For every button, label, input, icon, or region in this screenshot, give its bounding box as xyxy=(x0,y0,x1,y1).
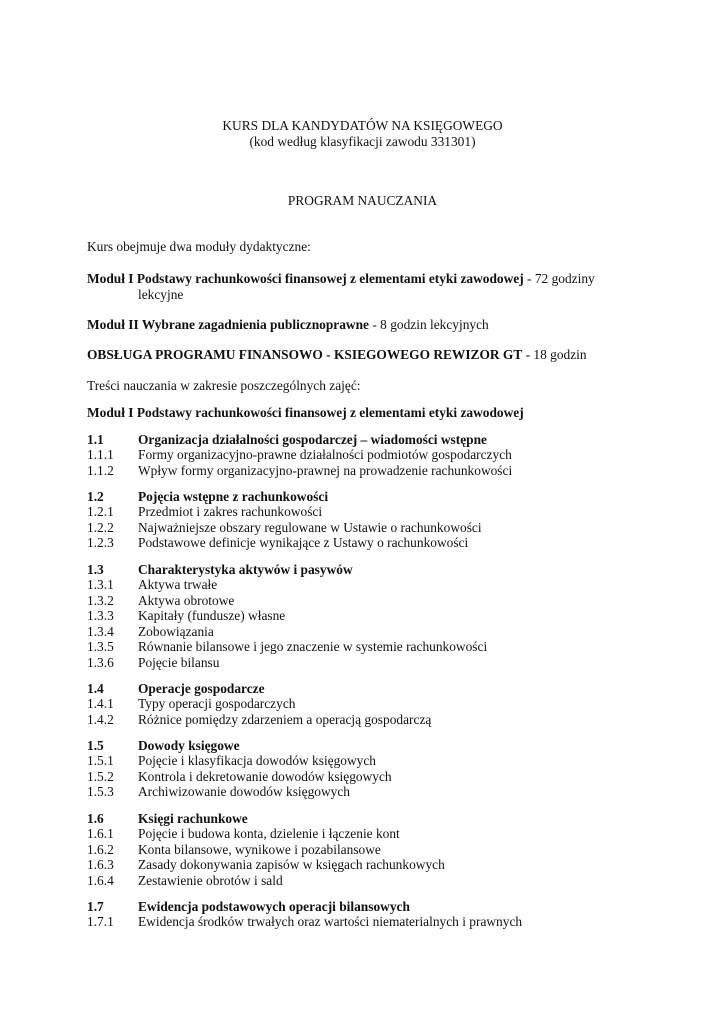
item-number: 1.5.2 xyxy=(87,769,114,784)
item-text: Pojęcie bilansu xyxy=(138,655,220,670)
section-number: 1.4 xyxy=(87,681,104,696)
item-text: Aktywa obrotowe xyxy=(138,593,235,608)
document-subtitle: (kod według klasyfikacji zawodu 331301) xyxy=(249,134,476,149)
item-number: 1.5.1 xyxy=(87,753,114,768)
section-title: Organizacja działalności gospodarczej – wiadomości wstępne xyxy=(138,432,487,447)
section-number: 1.5 xyxy=(87,738,104,753)
item-text: Najważniejsze obszary regulowane w Ustawie o rachunkowości xyxy=(138,520,482,535)
item-text: Wpływ formy organizacyjno-prawnej na prowadzenie rachunkowości xyxy=(138,463,513,478)
item-text: Kontrola i dekretowanie dowodów księgowych xyxy=(138,769,392,784)
document-title: KURS DLA KANDYDATÓW NA KSIĘGOWEGO xyxy=(222,118,503,133)
section-number: 1.7 xyxy=(87,899,104,914)
item-text: Formy organizacyjno-prawne działalności podmiotów gospodarczych xyxy=(138,447,512,462)
item-text: Pojęcie i budowa konta, dzielenie i łączenie kont xyxy=(138,826,400,841)
item-text: Podstawowe definicje wynikające z Ustawy o rachunkowości xyxy=(138,535,469,550)
item-number: 1.5.3 xyxy=(87,784,114,799)
item-number: 1.2.2 xyxy=(87,520,114,535)
item-number: 1.6.3 xyxy=(87,857,114,872)
item-number: 1.4.1 xyxy=(87,696,114,711)
item-number: 1.2.1 xyxy=(87,504,114,519)
item-text: Równanie bilansowe i jego znaczenie w systemie rachunkowości xyxy=(138,639,488,654)
module-1-line xyxy=(87,271,595,287)
module-3-title: OBSŁUGA PROGRAMU FINANSOWO - KSIEGOWEGO REWIZOR GT xyxy=(87,347,523,362)
section-title: Księgi rachunkowe xyxy=(138,811,248,826)
item-text: Aktywa trwałe xyxy=(138,577,218,592)
item-number: 1.6.2 xyxy=(87,842,114,857)
section-title: Ewidencja podstawowych operacji bilansowych xyxy=(138,899,410,914)
section-title: Dowody księgowe xyxy=(138,738,240,753)
module-1-title: Moduł I Podstawy rachunkowości finansowej z elementami etyki zawodowej xyxy=(87,271,524,286)
item-text: Różnice pomiędzy zdarzeniem a operacją gospodarczą xyxy=(138,712,432,727)
item-number: 1.1.2 xyxy=(87,463,114,478)
item-number: 1.3.6 xyxy=(87,655,114,670)
module-2-hours: - 8 godzin lekcyjnych xyxy=(369,317,489,332)
item-text: Zobowiązania xyxy=(138,624,214,639)
module-1-hours: - 72 godziny xyxy=(523,271,595,286)
module-2-line xyxy=(87,317,489,333)
item-text: Przedmiot i zakres rachunkowości xyxy=(138,504,323,519)
item-text: Zestawienie obrotów i sald xyxy=(138,873,283,888)
module-2-title: Moduł II Wybrane zagadnienia publicznoprawne xyxy=(87,317,369,332)
content-intro: Treści nauczania w zakresie poszczególnych zajęć: xyxy=(87,378,361,393)
section-number: 1.2 xyxy=(87,489,104,504)
section-title: Charakterystyka aktywów i pasywów xyxy=(138,562,353,577)
item-number: 1.4.2 xyxy=(87,712,114,727)
section-number: 1.1 xyxy=(87,432,104,447)
item-text: Ewidencja środków trwałych oraz wartości niematerialnych i prawnych xyxy=(138,914,523,929)
intro-text: Kurs obejmuje dwa moduły dydaktyczne: xyxy=(87,239,311,254)
item-text: Zasady dokonywania zapisów w księgach rachunkowych xyxy=(138,857,445,872)
module-3-line xyxy=(87,347,587,363)
item-number: 1.7.1 xyxy=(87,914,114,929)
item-text: Pojęcie i klasyfikacja dowodów księgowych xyxy=(138,753,376,768)
item-number: 1.2.3 xyxy=(87,535,114,550)
item-number: 1.3.4 xyxy=(87,624,114,639)
item-number: 1.3.3 xyxy=(87,608,114,623)
item-text: Archiwizowanie dowodów księgowych xyxy=(138,784,350,799)
item-number: 1.3.2 xyxy=(87,593,114,608)
section-title: Operacje gospodarcze xyxy=(138,681,265,696)
section-title: Pojęcia wstępne z rachunkowości xyxy=(138,489,329,504)
module-1-heading: Moduł I Podstawy rachunkowości finansowej z elementami etyki zawodowej xyxy=(87,405,524,420)
program-heading: PROGRAM NAUCZANIA xyxy=(287,193,438,208)
section-number: 1.6 xyxy=(87,811,104,826)
item-text: Kapitały (fundusze) własne xyxy=(138,608,286,623)
item-number: 1.6.4 xyxy=(87,873,114,888)
module-1-continuation: lekcyjne xyxy=(138,287,184,302)
module-3-hours: - 18 godzin xyxy=(522,347,587,362)
item-number: 1.6.1 xyxy=(87,826,114,841)
item-text: Typy operacji gospodarczych xyxy=(138,696,296,711)
item-number: 1.1.1 xyxy=(87,447,114,462)
item-number: 1.3.5 xyxy=(87,639,114,654)
item-number: 1.3.1 xyxy=(87,577,114,592)
section-number: 1.3 xyxy=(87,562,104,577)
item-text: Konta bilansowe, wynikowe i pozabilansowe xyxy=(138,842,381,857)
